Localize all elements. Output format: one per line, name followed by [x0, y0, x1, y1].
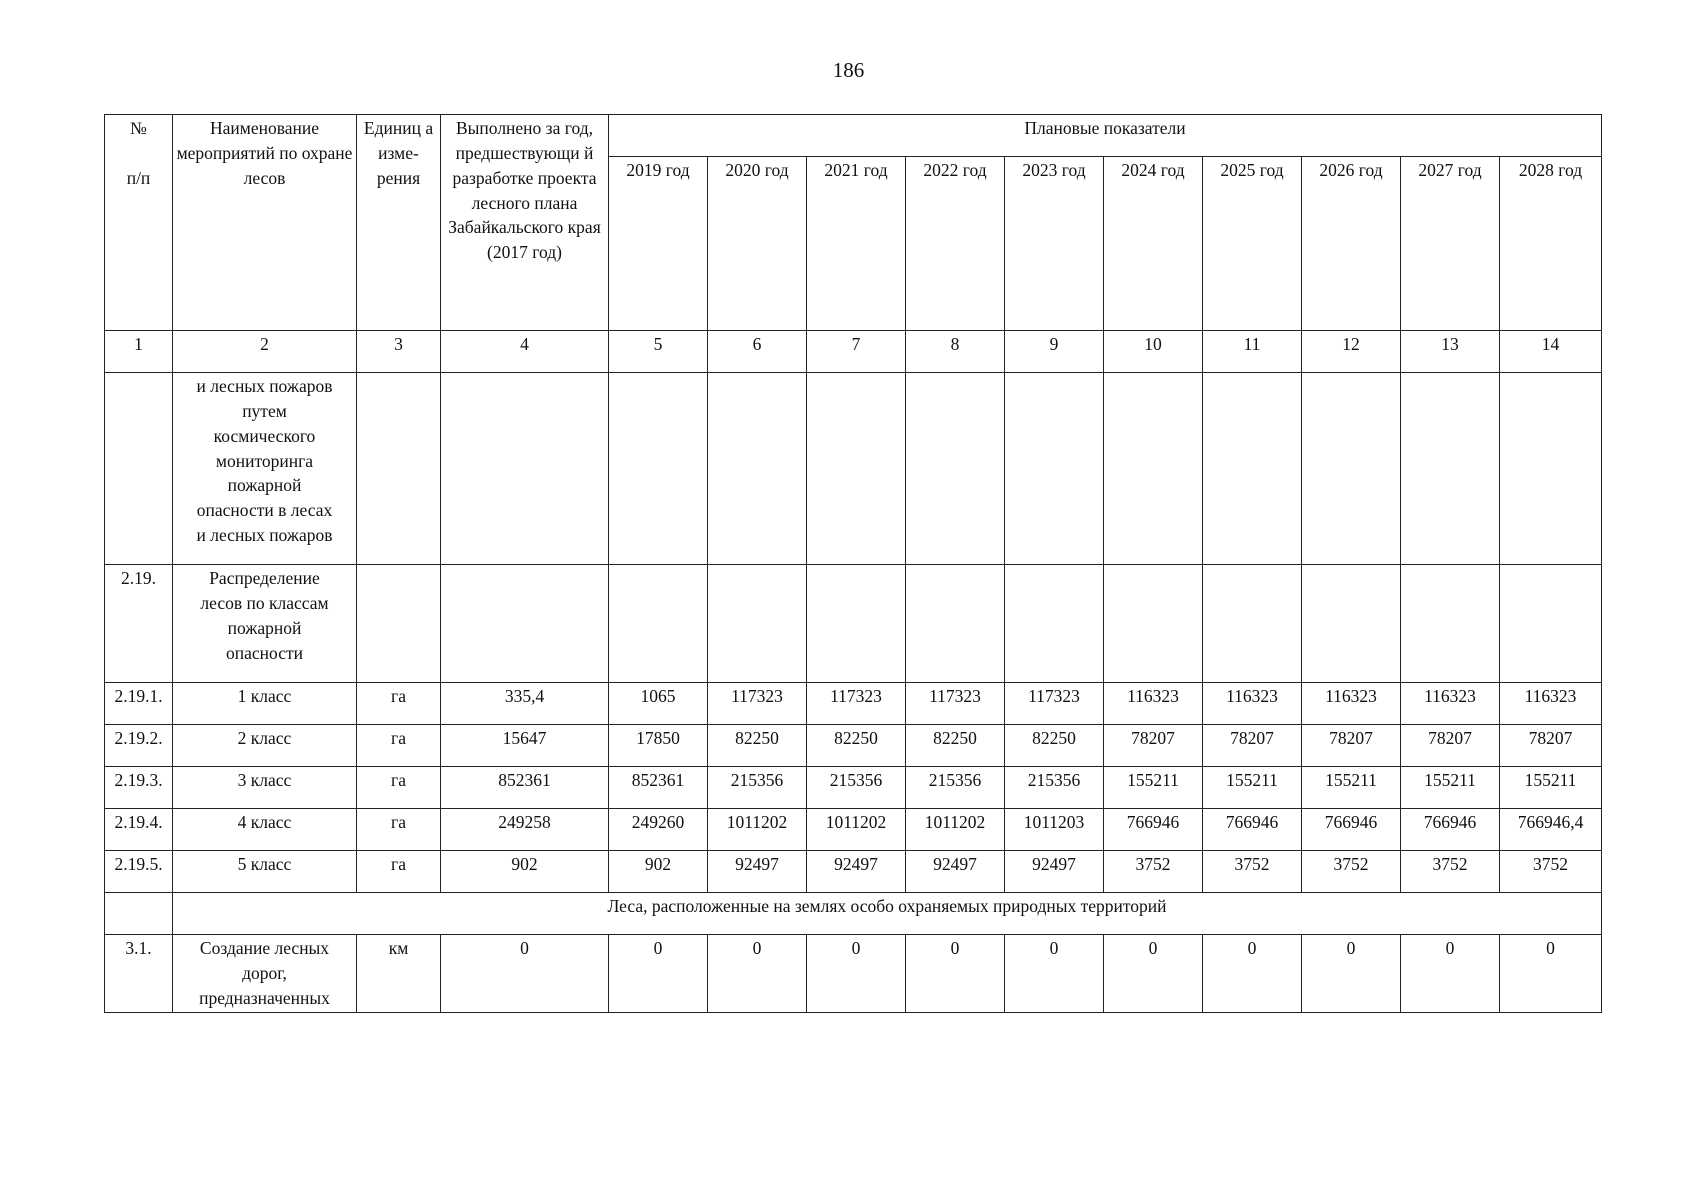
empty-cell — [1302, 565, 1401, 683]
value-cell: 92497 — [1005, 851, 1104, 893]
empty-cell — [1203, 373, 1302, 565]
empty-cell — [1500, 373, 1602, 565]
table-row-class — [105, 809, 1602, 851]
value-cell: 116323 — [1500, 683, 1602, 725]
header-col-unit: Единиц а изме- рения — [357, 115, 441, 331]
row-done: 902 — [441, 851, 609, 893]
table-row-2-19 — [105, 565, 1602, 683]
row-number: 2.19.4. — [105, 809, 173, 851]
value-cell: 116323 — [1302, 683, 1401, 725]
empty-cell — [441, 373, 609, 565]
row-unit: га — [357, 851, 441, 893]
empty-cell — [1104, 373, 1203, 565]
row-name: 2 класс — [173, 725, 357, 767]
header-year: 2028 год — [1500, 157, 1602, 331]
column-number: 14 — [1500, 331, 1602, 373]
empty-cell — [1401, 565, 1500, 683]
value-cell: 117323 — [708, 683, 807, 725]
column-number: 1 — [105, 331, 173, 373]
column-number: 5 — [609, 331, 708, 373]
row-number-empty — [105, 373, 173, 565]
row-done: 852361 — [441, 767, 609, 809]
value-cell: 0 — [906, 935, 1005, 1013]
value-cell: 78207 — [1302, 725, 1401, 767]
value-cell: 117323 — [807, 683, 906, 725]
value-cell: 3752 — [1302, 851, 1401, 893]
row-name: 3 класс — [173, 767, 357, 809]
row-number-empty — [105, 893, 173, 935]
value-cell: 0 — [1203, 935, 1302, 1013]
header-year: 2021 год — [807, 157, 906, 331]
row-number: 2.19.1. — [105, 683, 173, 725]
value-cell: 852361 — [609, 767, 708, 809]
value-cell: 249260 — [609, 809, 708, 851]
value-cell: 766946 — [1203, 809, 1302, 851]
value-cell: 78207 — [1203, 725, 1302, 767]
table-row-class — [105, 851, 1602, 893]
empty-cell — [807, 565, 906, 683]
forest-protection-table — [104, 114, 1602, 1013]
value-cell: 1011202 — [807, 809, 906, 851]
header-year: 2027 год — [1401, 157, 1500, 331]
header-year: 2023 год — [1005, 157, 1104, 331]
value-cell: 3752 — [1104, 851, 1203, 893]
empty-cell — [609, 565, 708, 683]
row-unit: га — [357, 767, 441, 809]
row-unit: га — [357, 683, 441, 725]
value-cell: 117323 — [906, 683, 1005, 725]
value-cell: 3752 — [1203, 851, 1302, 893]
value-cell: 116323 — [1203, 683, 1302, 725]
header-row-1 — [105, 115, 1602, 157]
empty-cell — [906, 565, 1005, 683]
value-cell: 155211 — [1104, 767, 1203, 809]
row-name: Создание лесных дорог, предназначенных — [173, 935, 357, 1013]
row-number: 2.19.5. — [105, 851, 173, 893]
value-cell: 155211 — [1302, 767, 1401, 809]
column-number: 9 — [1005, 331, 1104, 373]
empty-cell — [906, 373, 1005, 565]
value-cell: 82250 — [708, 725, 807, 767]
header-no-symbol: № — [130, 118, 147, 138]
value-cell: 155211 — [1203, 767, 1302, 809]
header-col-name: Наименование мероприятий по охране лесов — [173, 115, 357, 331]
column-number: 11 — [1203, 331, 1302, 373]
row-name: 5 класс — [173, 851, 357, 893]
table-row-class — [105, 683, 1602, 725]
value-cell: 215356 — [906, 767, 1005, 809]
row-number: 2.19.3. — [105, 767, 173, 809]
value-cell: 902 — [609, 851, 708, 893]
empty-cell — [357, 373, 441, 565]
value-cell: 155211 — [1401, 767, 1500, 809]
header-year: 2019 год — [609, 157, 708, 331]
row-name: Распределение лесов по классам пожарной опасности — [173, 565, 357, 683]
value-cell: 0 — [1104, 935, 1203, 1013]
section-header-row — [105, 893, 1602, 935]
value-cell: 766946 — [1401, 809, 1500, 851]
value-cell: 0 — [708, 935, 807, 1013]
value-cell: 0 — [1500, 935, 1602, 1013]
row-name: 4 класс — [173, 809, 357, 851]
table-row-3-1 — [105, 935, 1602, 1013]
row-done: 249258 — [441, 809, 609, 851]
value-cell: 116323 — [1104, 683, 1203, 725]
value-cell: 215356 — [807, 767, 906, 809]
value-cell: 82250 — [1005, 725, 1104, 767]
empty-cell — [609, 373, 708, 565]
row-unit: га — [357, 809, 441, 851]
column-number: 4 — [441, 331, 609, 373]
header-year: 2020 год — [708, 157, 807, 331]
value-cell: 82250 — [807, 725, 906, 767]
row-number: 3.1. — [105, 935, 173, 1013]
value-cell: 0 — [1005, 935, 1104, 1013]
empty-cell — [357, 565, 441, 683]
empty-cell — [1401, 373, 1500, 565]
column-number: 8 — [906, 331, 1005, 373]
value-cell: 1065 — [609, 683, 708, 725]
row-done: 0 — [441, 935, 609, 1013]
section-title: Леса, расположенные на землях особо охраняемых природных территорий — [173, 893, 1602, 935]
value-cell: 1011202 — [906, 809, 1005, 851]
empty-cell — [1500, 565, 1602, 683]
value-cell: 82250 — [906, 725, 1005, 767]
empty-cell — [1302, 373, 1401, 565]
column-number: 3 — [357, 331, 441, 373]
empty-cell — [708, 565, 807, 683]
row-name: и лесных пожаров путем космического мониторинга пожарной опасности в лесах и лесных пожаров — [173, 373, 357, 565]
empty-cell — [1005, 373, 1104, 565]
value-cell: 0 — [609, 935, 708, 1013]
value-cell: 0 — [1401, 935, 1500, 1013]
value-cell: 92497 — [807, 851, 906, 893]
header-col-done: Выполнено за год, предшествующи й разработке проекта лесного плана Забайкальского края (2017 год) — [441, 115, 609, 331]
value-cell: 3752 — [1500, 851, 1602, 893]
value-cell: 1011202 — [708, 809, 807, 851]
row-unit: га — [357, 725, 441, 767]
column-number: 6 — [708, 331, 807, 373]
value-cell: 766946 — [1302, 809, 1401, 851]
value-cell: 766946,4 — [1500, 809, 1602, 851]
row-number: 2.19. — [105, 565, 173, 683]
empty-cell — [1005, 565, 1104, 683]
page-number: 186 — [832, 58, 865, 82]
table-row-class — [105, 725, 1602, 767]
row-unit: км — [357, 935, 441, 1013]
table-row-continuation — [105, 373, 1602, 565]
value-cell: 78207 — [1401, 725, 1500, 767]
header-plan-group: Плановые показатели — [609, 115, 1602, 157]
column-number: 2 — [173, 331, 357, 373]
table-row-class — [105, 767, 1602, 809]
value-cell: 92497 — [708, 851, 807, 893]
header-year: 2025 год — [1203, 157, 1302, 331]
header-year: 2024 год — [1104, 157, 1203, 331]
value-cell: 17850 — [609, 725, 708, 767]
value-cell: 766946 — [1104, 809, 1203, 851]
column-number: 12 — [1302, 331, 1401, 373]
value-cell: 1011203 — [1005, 809, 1104, 851]
value-cell: 215356 — [1005, 767, 1104, 809]
value-cell: 3752 — [1401, 851, 1500, 893]
column-number-row — [105, 331, 1602, 373]
empty-cell — [1104, 565, 1203, 683]
value-cell: 117323 — [1005, 683, 1104, 725]
empty-cell — [807, 373, 906, 565]
value-cell: 0 — [1302, 935, 1401, 1013]
row-done: 335,4 — [441, 683, 609, 725]
value-cell: 78207 — [1104, 725, 1203, 767]
value-cell: 78207 — [1500, 725, 1602, 767]
empty-cell — [708, 373, 807, 565]
header-col-number — [105, 115, 173, 331]
row-number: 2.19.2. — [105, 725, 173, 767]
header-year: 2026 год — [1302, 157, 1401, 331]
row-done: 15647 — [441, 725, 609, 767]
value-cell: 116323 — [1401, 683, 1500, 725]
empty-cell — [1203, 565, 1302, 683]
column-number: 7 — [807, 331, 906, 373]
header-no-abbr: п/п — [126, 167, 151, 188]
value-cell: 0 — [807, 935, 906, 1013]
value-cell: 155211 — [1500, 767, 1602, 809]
value-cell: 92497 — [906, 851, 1005, 893]
column-number: 13 — [1401, 331, 1500, 373]
row-name: 1 класс — [173, 683, 357, 725]
value-cell: 215356 — [708, 767, 807, 809]
column-number: 10 — [1104, 331, 1203, 373]
empty-cell — [441, 565, 609, 683]
header-year: 2022 год — [906, 157, 1005, 331]
